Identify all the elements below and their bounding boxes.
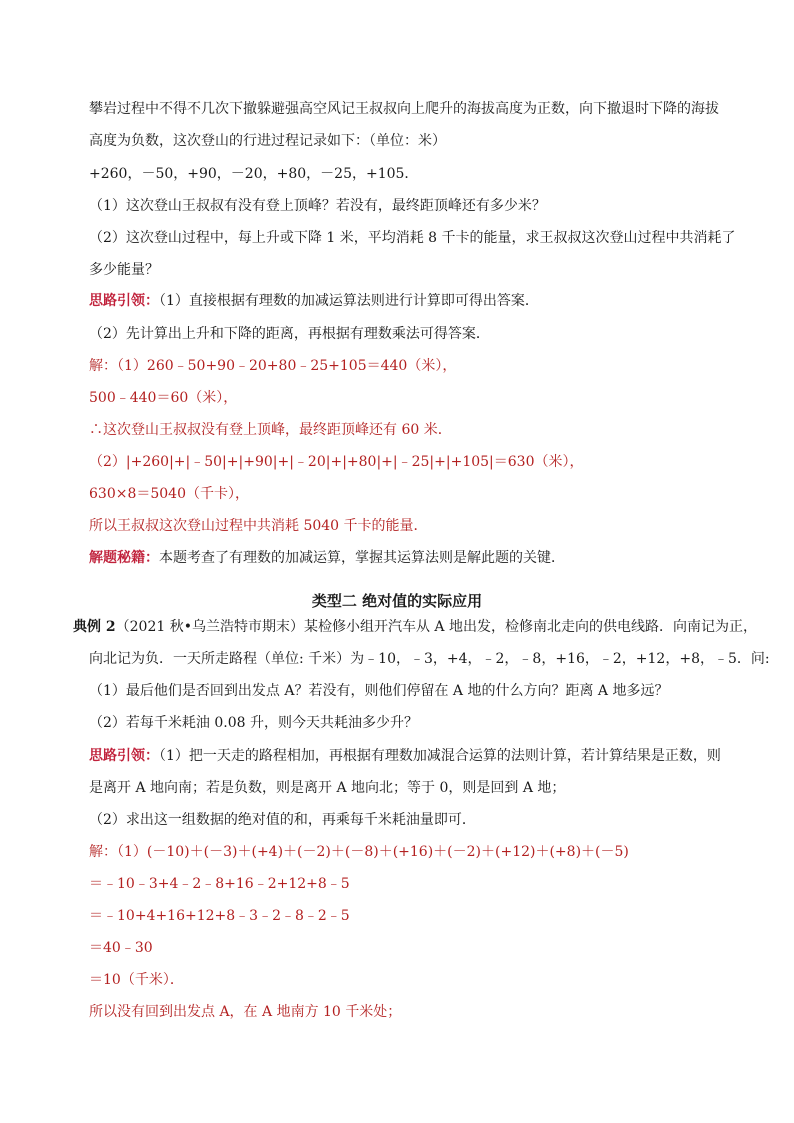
solution-label: 解：: [89, 358, 117, 374]
example-solution-text-1: （1）(－10)＋(－3)＋(+4)＋(－2)＋(－8)＋(+16)＋(－2)＋(+12)＋(+8)＋(－5): [117, 844, 629, 860]
example-source-2: 向北记为负．一天所走路程（单位: 千米）为﹣10，﹣3，+4，﹣2，﹣8，+16，﹣2，+12，+8，﹣5．问:: [89, 651, 770, 667]
example-question-1: （1）最后他们是否回到出发点 A？若没有，则他们停留在 A 地的什么方向？距离 A 地多远？: [89, 683, 669, 699]
solution-line-3: ∴这次登山王叔叔没有登上顶峰，最终距顶峰还有 60 米．: [89, 422, 452, 438]
section-heading: 类型二 绝对值的实际应用: [311, 592, 483, 610]
solution-line-1: [89, 356, 456, 376]
example-solution-line-3: ＝﹣10+4+16+12+8﹣3﹣2﹣8﹣2﹣5: [89, 908, 350, 924]
hint-text-2: （2）先计算出上升和下降的距离，再根据有理数乘法可得答案．: [89, 326, 490, 342]
example-hint-label: 思路引领：: [89, 748, 159, 764]
solution-text-1: （1）260﹣50+90﹣20+80﹣25+105＝440（米），: [117, 358, 457, 374]
key-text: 本题考查了有理数的加减运算，掌握其运算法则是解此题的关键．: [159, 550, 565, 566]
solution-line-5: 630×8＝5040（千卡），: [89, 486, 249, 502]
problem-intro-line-1: 攀岩过程中不得不几次下撤躲避强高空风记王叔叔向上爬升的海拔高度为正数，向下撤退时下降的海拔: [89, 101, 719, 117]
solution-line-6: 所以王叔叔这次登山过程中共消耗 5040 千卡的能量．: [89, 518, 428, 534]
example-solution-line-4: ＝40﹣30: [89, 940, 153, 956]
example-hint-text-2: 是离开 A 地向南；若是负数，则是离开 A 地向北；等于 0，则是回到 A 地；: [89, 780, 566, 796]
problem-intro-line-2: 高度为负数，这次登山的行进过程记录如下：（单位：米）: [89, 133, 446, 149]
solution-line-4: （2）|+260|+|﹣50|+|+90|+|﹣20|+|+80|+|﹣25|+|+105|＝630（米），: [89, 454, 584, 470]
example-solution-line-1: [89, 842, 629, 862]
question-1: （1）这次登山王叔叔有没有登上顶峰？若没有，最终距顶峰还有多少米？: [89, 198, 546, 214]
example-source-1: （2021 秋•乌兰浩特市期末）某检修小组开汽车从 A 地出发，检修南北走向的供电线路．向南记为正，: [115, 619, 757, 635]
example-solution-line-5: ＝10（千米）．: [89, 972, 184, 988]
example-2-line-1: [73, 617, 757, 637]
example-hint-text-3: （2）求出这一组数据的绝对值的和，再乘每千米耗油量即可．: [89, 812, 476, 828]
key-label: 解题秘籍：: [89, 550, 159, 566]
hint-paragraph-1: [89, 291, 539, 311]
question-2-line-2: 多少能量？: [89, 262, 159, 278]
key-paragraph: [89, 548, 565, 568]
example-label: 典例 2: [73, 619, 116, 635]
example-question-2: （2）若每千米耗油 0.08 升，则今天共耗油多少升？: [89, 715, 418, 731]
hint-text-1: （1）直接根据有理数的加减运算法则进行计算即可得出答案．: [159, 293, 539, 309]
solution-line-2: 500﹣440＝60（米），: [89, 390, 238, 406]
example-hint-text-1: （1）把一天走的路程相加，再根据有理数加减混合运算的法则计算，若计算结果是正数，则: [159, 748, 721, 764]
example-solution-line-2: ＝﹣10﹣3+4﹣2﹣8+16﹣2+12+8﹣5: [89, 876, 350, 892]
example-solution-label: 解：: [89, 844, 117, 860]
question-2-line-1: （2）这次登山过程中，每上升或下降 1 米，平均消耗 8 千卡的能量，求王叔叔这次登山过程中共消耗了: [89, 230, 736, 246]
example-solution-line-6: 所以没有回到出发点 A，在 A 地南方 10 千米处；: [89, 1004, 402, 1020]
record-values: +260，－50，+90，－20，+80，－25，+105．: [89, 166, 419, 182]
hint-label: 思路引领：: [89, 293, 159, 309]
example-hint-1: [89, 746, 721, 766]
